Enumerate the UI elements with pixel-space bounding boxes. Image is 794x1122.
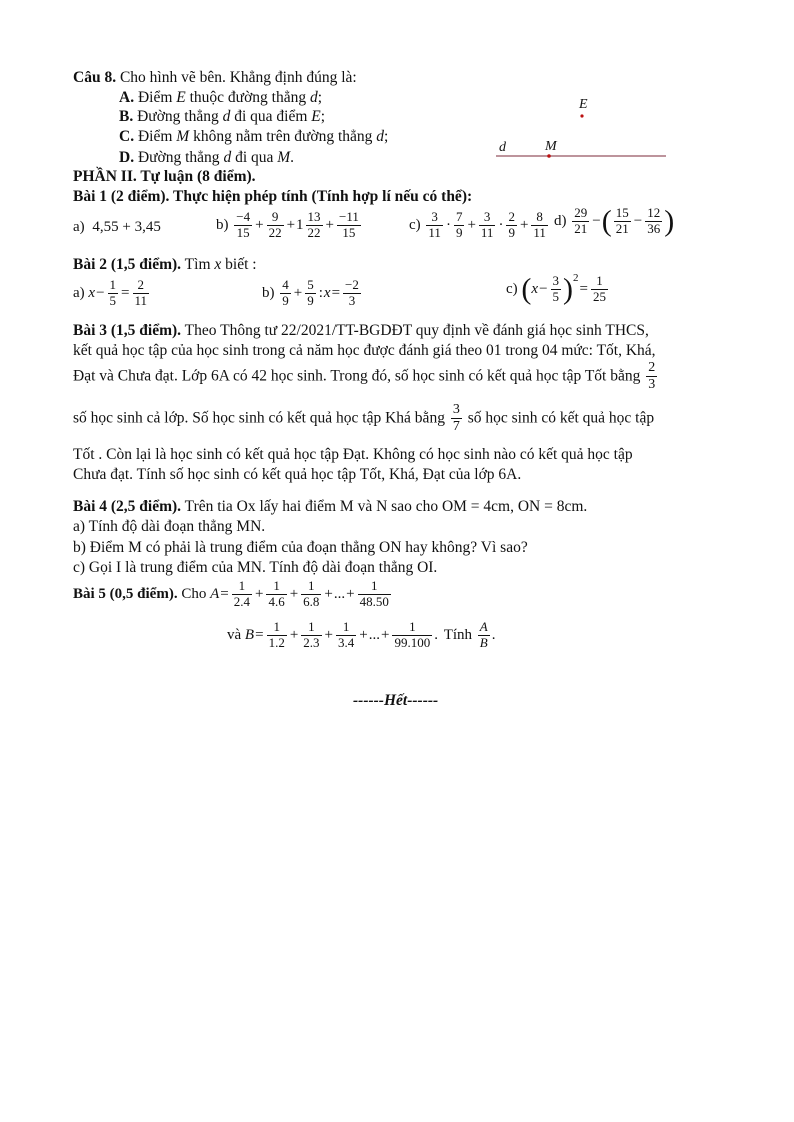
- bai3-line2: kết quả học tập của học sinh trong cả năm học được đánh giá theo 01 trong 04 mức: Tốt, Khá,: [73, 342, 656, 359]
- q8-prompt: [73, 69, 357, 87]
- point-m-dot: [547, 154, 551, 158]
- bai1-d: d) $\frac{29}{21}$ −( $\frac{15}{21}$ − $\frac{12}{36}$ ): [554, 204, 675, 238]
- point-e-label: E: [579, 97, 588, 112]
- bai5-b: và B= $\frac{1}{1.2}$ + $\frac{1}{2.3}$ + $\frac{1}{3.4}$ +...+ $\frac{1}{99.100}$ . Tính $\frac{A}{B}$ .: [227, 619, 496, 650]
- bai1-c: c) $\frac{3}{11}$ · $\frac{7}{9}$ + $\frac{3}{11}$ · $\frac{2}{9}$ + $\frac{8}{11}$: [409, 209, 546, 240]
- point-e-dot: [580, 114, 583, 117]
- part2-title: PHẦN II. Tự luận (8 điểm).: [73, 168, 256, 185]
- bai3-line5: Tốt . Còn lại là học sinh có kết quả học tập Đạt. Không có học sinh nào có kết quả học tập: [73, 446, 633, 463]
- q8-prompt-text: Cho hình vẽ bên. Khẳng định đúng là:: [119, 69, 357, 86]
- bai2-a: a) x− $\frac{1}{5}$ = $\frac{2}{11}$: [73, 277, 148, 308]
- end-mark: ------Hết------: [353, 692, 439, 709]
- bai5-a: Bài 5 (0,5 điểm). Cho A= $\frac{1}{2.4}$ + $\frac{1}{4.6}$ + $\frac{1}{6.8}$ +...+ $\frac{1}{48.50}$: [73, 578, 389, 609]
- q8-option-b: B. Đường thẳng d đi qua điểm E;: [119, 108, 326, 125]
- bai1-a: a) 4,55 + 3,45: [73, 219, 161, 235]
- q8-label: Câu 8.: [73, 69, 117, 86]
- bai4-a: a) Tính độ dài đoạn thẳng MN.: [73, 518, 266, 535]
- bai3-line4: số học sinh cả lớp. Số học sinh có kết quả học tập Khá bằng $\frac{3}{7}$ số học sinh có kết quả học tập: [73, 402, 655, 435]
- q8-option-d: D. Đường thẳng d đi qua M.: [119, 149, 295, 166]
- bai2-b: b) $\frac{4}{9}$ + $\frac{5}{9}$ :x= $\frac{-2}{3}$: [262, 277, 359, 308]
- q8-option-c: C. Điểm M không nằm trên đường thẳng d;: [119, 128, 389, 145]
- line-d-label: d: [499, 140, 506, 155]
- bai4-c: c) Gọi I là trung điểm của MN. Tính độ dài đoạn thẳng OI.: [73, 559, 438, 576]
- q8-figure: [490, 92, 680, 164]
- bai2-c: c) (x− $\frac{3}{5}$ )$^2$= $\frac{1}{25}$: [506, 272, 607, 306]
- bai4-title: Bài 4 (2,5 điểm). Trên tia Ox lấy hai điểm M và N sao cho OM = 4cm, ON = 8cm.: [73, 498, 588, 515]
- bai3-line6: Chưa đạt. Tính số học sinh có kết quả học tập Tốt, Khá, Đạt của lớp 6A.: [73, 466, 522, 483]
- bai2-title: Bài 2 (1,5 điểm). Tìm x biết :: [73, 256, 257, 273]
- bai3-line3: Đạt và Chưa đạt. Lớp 6A có 42 học sinh. Trong đó, số học sinh có kết quả học tập Tốt bằng $\frac{2}{3}$: [73, 360, 656, 393]
- bai4-b: b) Điểm M có phải là trung điểm của đoạn thẳng ON hay không? Vì sao?: [73, 539, 528, 556]
- bai3-line1: Bài 3 (1,5 điểm). Theo Thông tư 22/2021/TT-BGDĐT quy định về đánh giá học sinh THCS,: [73, 322, 649, 339]
- q8-option-a: A. Điểm E thuộc đường thẳng d;: [119, 89, 323, 106]
- bai1-title: Bài 1 (2 điểm). Thực hiện phép tính (Tính hợp lí nếu có thể):: [73, 188, 473, 205]
- bai1-b: b) $\frac{-4}{15}$ + $\frac{9}{22}$ +1 $\frac{13}{22}$ + $\frac{-11}{15}$: [216, 209, 359, 240]
- point-m-label: M: [545, 139, 557, 154]
